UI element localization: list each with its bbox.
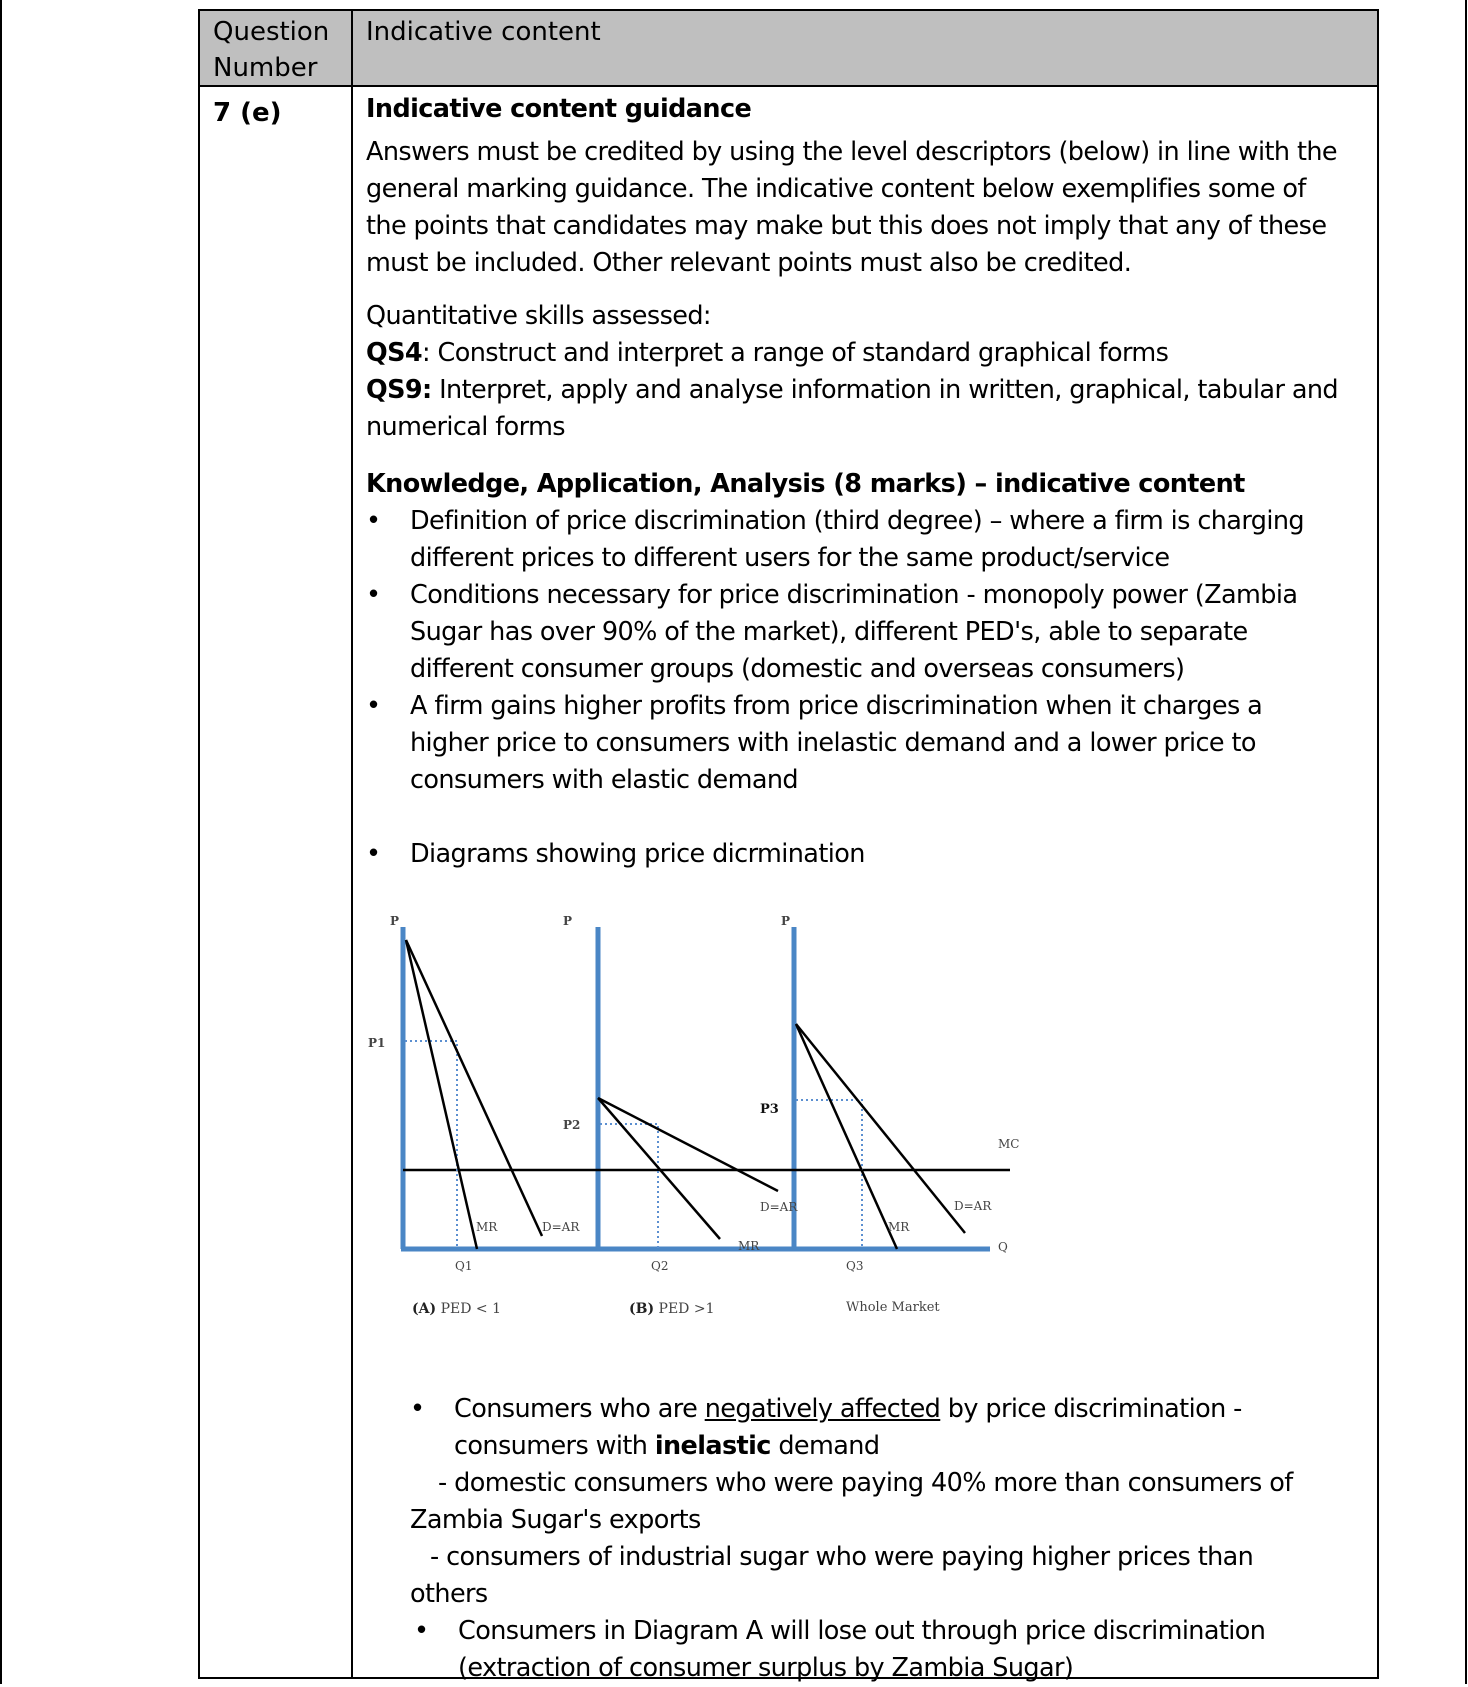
caption-a: (A) PED < 1 [412, 1301, 501, 1317]
qs9-line-2: numerical forms [366, 412, 565, 442]
qs4-text: : Construct and interpret a range of standard graphical forms [422, 338, 1169, 368]
panel-b-p-label: P [563, 914, 573, 928]
bullet-line: A firm gains higher profits from price discrimination when it charges a [410, 691, 1263, 721]
panel-c-dar-label: D=AR [954, 1199, 992, 1213]
qs9-code: QS9: [366, 375, 432, 405]
panel-a-p-label: P [390, 914, 400, 928]
guidance-title: Indicative content guidance [366, 94, 752, 124]
bullet-icon: • [366, 506, 381, 536]
curves [406, 940, 965, 1249]
guidance-line: Answers must be credited by using the level descriptors (below) in line with the [366, 137, 1337, 167]
panel-a-dar-label: D=AR [542, 1220, 580, 1234]
q3-label: Q3 [846, 1259, 864, 1273]
caption-whole-market: Whole Market [846, 1300, 940, 1315]
header-question-line2: Number [213, 53, 318, 83]
bullet-icon: • [410, 1394, 425, 1424]
panel-a-mr-label: MR [476, 1220, 498, 1234]
panel-c-p-label: P [781, 914, 791, 928]
sub-point-industrial-cont: others [410, 1579, 488, 1609]
kaa-heading: Knowledge, Application, Analysis (8 marks) – indicative content [366, 469, 1245, 499]
bullet-line: Diagrams showing price dicrmination [410, 839, 865, 869]
bullet-icon: • [414, 1616, 429, 1646]
p3-label: P3 [760, 1102, 779, 1117]
bullet-line: higher price to consumers with inelastic demand and a lower price to [410, 728, 1256, 758]
question-number: 7 (e) [213, 98, 282, 128]
bullet-line: different consumer groups (domestic and overseas consumers) [410, 654, 1185, 684]
p1-label: P1 [368, 1036, 386, 1050]
bullet-icon: • [366, 839, 381, 869]
axes [401, 927, 990, 1249]
bold-text: inelastic [654, 1431, 771, 1461]
header-question-line1: Question [213, 17, 330, 47]
bullet-line: Consumers in Diagram A will lose out through price discrimination [458, 1616, 1266, 1646]
bullet-icon: • [366, 691, 381, 721]
caption-b: (B) PED >1 [629, 1301, 715, 1317]
underlined-text: negatively affected [704, 1394, 941, 1424]
q2-label: Q2 [651, 1259, 669, 1273]
guidance-line: general marking guidance. The indicative content below exemplifies some of [366, 174, 1306, 204]
mc-label: MC [998, 1137, 1020, 1151]
text: demand [770, 1431, 880, 1461]
bullet-line: Conditions necessary for price discrimination - monopoly power (Zambia [410, 580, 1298, 610]
sub-point-domestic: - domestic consumers who were paying 40% more than consumers of [438, 1468, 1293, 1498]
qs9-text: Interpret, apply and analyse information in written, graphical, tabular and [431, 375, 1339, 405]
qs4-code: QS4 [366, 338, 422, 368]
text: consumers with [454, 1431, 655, 1461]
sub-point-domestic-cont: Zambia Sugar's exports [410, 1505, 701, 1535]
bullet-line: Definition of price discrimination (third degree) – where a firm is charging [410, 506, 1304, 536]
diagram-labels [368, 914, 1019, 1317]
panel-c-mr-label: MR [888, 1220, 910, 1234]
text: Consumers who are [454, 1394, 705, 1424]
bullet-line: (extraction of consumer surplus by Zambia Sugar) [458, 1653, 1074, 1683]
q1-label: Q1 [455, 1259, 473, 1273]
guidance-line: the points that candidates may make but this does not imply that any of these [366, 211, 1327, 241]
bullet-icon: • [366, 580, 381, 610]
bullet-line: different prices to different users for the same product/service [410, 543, 1170, 573]
header-indicative-content: Indicative content [366, 17, 601, 47]
qs-intro: Quantitative skills assessed: [366, 301, 711, 331]
bullet-line: Sugar has over 90% of the market), different PED's, able to separate [410, 617, 1248, 647]
guidance-line: must be included. Other relevant points must also be credited. [366, 248, 1132, 278]
sub-point-industrial: - consumers of industrial sugar who were paying higher prices than [430, 1542, 1254, 1572]
p2-label: P2 [563, 1118, 581, 1132]
bullet-line: consumers with elastic demand [410, 765, 799, 795]
panel-b-dar-label: D=AR [760, 1200, 798, 1214]
text: by price discrimination - [940, 1394, 1242, 1424]
panel-b-mr-label: MR [738, 1239, 760, 1253]
q-axis-label: Q [998, 1240, 1008, 1254]
